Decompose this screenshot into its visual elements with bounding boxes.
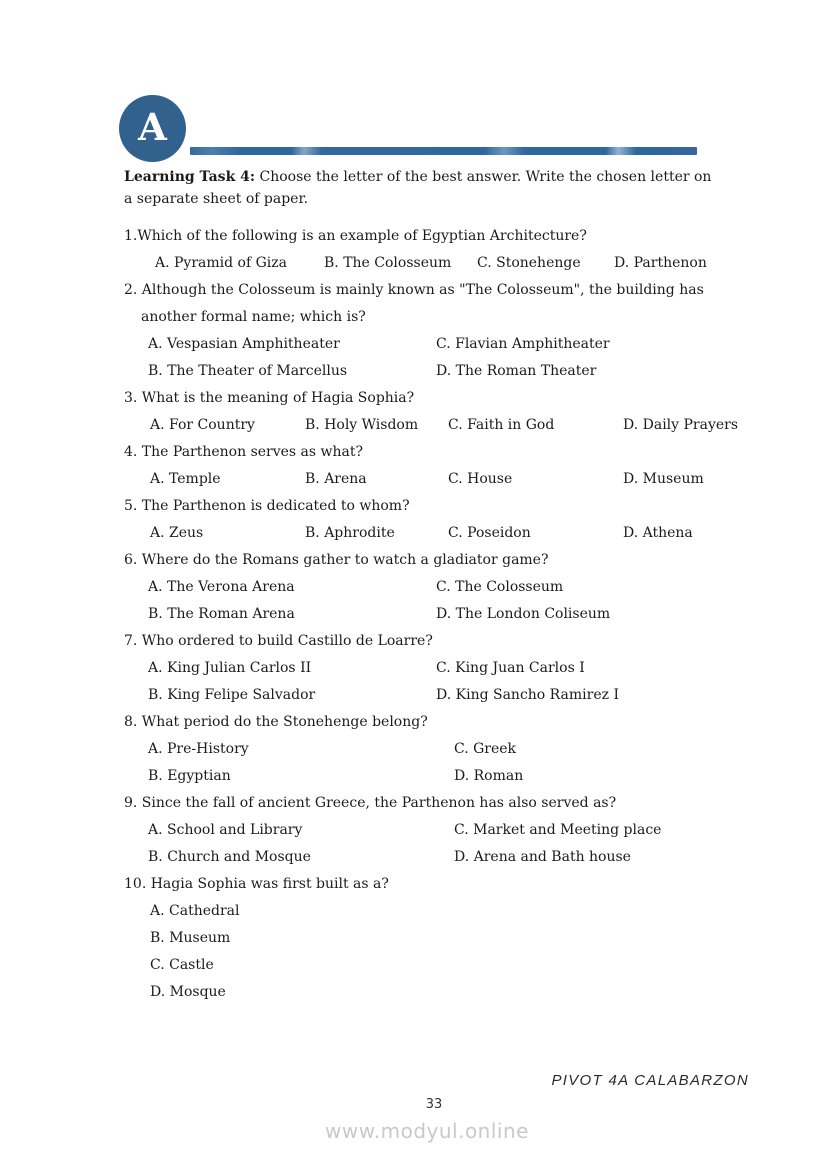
section-badge bbox=[119, 95, 186, 162]
question-options bbox=[124, 817, 754, 871]
option-a: A. Pre-History bbox=[148, 741, 249, 757]
option-b: B. King Felipe Salvador bbox=[148, 687, 316, 703]
option-b: B. Arena bbox=[305, 471, 367, 487]
question-8 bbox=[124, 709, 754, 790]
question-options bbox=[124, 250, 754, 277]
watermark: www.modyul.online bbox=[325, 1119, 529, 1143]
question-text: 10. Hagia Sophia was first built as a? bbox=[124, 876, 389, 892]
option-b: B. Aphrodite bbox=[305, 525, 395, 541]
question-text: 9. Since the fall of ancient Greece, the Parthenon has also served as? bbox=[124, 795, 617, 811]
task-label: Learning Task 4: bbox=[124, 169, 256, 185]
question-4 bbox=[124, 439, 754, 493]
option-c: C. Poseidon bbox=[448, 525, 531, 541]
option-a: A. Temple bbox=[150, 471, 221, 487]
option-d: D. Roman bbox=[454, 768, 524, 784]
option-a: A. Cathedral bbox=[150, 903, 240, 919]
question-7 bbox=[124, 628, 754, 709]
option-c: C. King Juan Carlos I bbox=[436, 660, 585, 676]
question-9 bbox=[124, 790, 754, 871]
questions-list bbox=[124, 223, 754, 1006]
question-options bbox=[124, 331, 754, 385]
option-c: C. Castle bbox=[150, 957, 214, 973]
question-options bbox=[124, 655, 754, 709]
option-c: C. Greek bbox=[454, 741, 517, 757]
question-text: 1.Which of the following is an example of Egyptian Architecture? bbox=[124, 228, 587, 244]
option-c: C. Stonehenge bbox=[477, 255, 581, 271]
question-text: 8. What period do the Stonehenge belong? bbox=[124, 714, 428, 730]
option-d: D. The London Coliseum bbox=[436, 606, 611, 622]
option-d: D. Museum bbox=[623, 471, 704, 487]
footer-brand: PIVOT 4A CALABARZON bbox=[551, 1072, 749, 1089]
option-b: B. Holy Wisdom bbox=[305, 417, 419, 433]
question-2 bbox=[124, 277, 754, 385]
question-options bbox=[124, 520, 754, 547]
option-d: D. Mosque bbox=[150, 984, 226, 1000]
option-b: B. The Roman Arena bbox=[148, 606, 295, 622]
question-text: 2. Although the Colosseum is mainly known as "The Colosseum", the building has another formal name; which is? bbox=[124, 282, 704, 325]
question-3 bbox=[124, 385, 754, 439]
section-badge-letter: A bbox=[138, 105, 167, 149]
option-d: D. Arena and Bath house bbox=[454, 849, 631, 865]
question-6 bbox=[124, 547, 754, 628]
question-text: 6. Where do the Romans gather to watch a gladiator game? bbox=[124, 552, 549, 568]
question-options bbox=[124, 574, 754, 628]
option-c: C. The Colosseum bbox=[436, 579, 564, 595]
option-a: A. King Julian Carlos II bbox=[148, 660, 312, 676]
question-1 bbox=[124, 223, 754, 277]
task-instructions bbox=[124, 166, 752, 210]
option-a: A. The Verona Arena bbox=[148, 579, 295, 595]
option-b: B. The Theater of Marcellus bbox=[148, 363, 348, 379]
option-d: D. Athena bbox=[623, 525, 693, 541]
option-b: B. Church and Mosque bbox=[148, 849, 311, 865]
option-d: D. The Roman Theater bbox=[436, 363, 597, 379]
question-options bbox=[124, 466, 754, 493]
option-c: C. Market and Meeting place bbox=[454, 822, 662, 838]
option-a: A. School and Library bbox=[148, 822, 303, 838]
question-options bbox=[124, 736, 754, 790]
option-a: A. Zeus bbox=[150, 525, 204, 541]
section-divider-line bbox=[190, 147, 697, 155]
question-text: 3. What is the meaning of Hagia Sophia? bbox=[124, 390, 415, 406]
question-text: 7. Who ordered to build Castillo de Loarre? bbox=[124, 633, 433, 649]
option-d: D. King Sancho Ramirez I bbox=[436, 687, 619, 703]
option-d: D. Daily Prayers bbox=[623, 417, 739, 433]
option-a: A. Vespasian Amphitheater bbox=[148, 336, 340, 352]
option-a: A. Pyramid of Giza bbox=[155, 255, 287, 271]
page-number: 33 bbox=[425, 1097, 443, 1112]
question-options bbox=[124, 412, 754, 439]
task-text-line2: a separate sheet of paper. bbox=[124, 191, 309, 207]
option-b: B. Egyptian bbox=[148, 768, 231, 784]
option-c: C. Flavian Amphitheater bbox=[436, 336, 610, 352]
question-5 bbox=[124, 493, 754, 547]
option-b: B. Museum bbox=[150, 930, 231, 946]
option-d: D. Parthenon bbox=[614, 255, 707, 271]
question-10 bbox=[124, 871, 754, 1006]
option-c: C. House bbox=[448, 471, 513, 487]
option-a: A. For Country bbox=[150, 417, 255, 433]
question-text: 4. The Parthenon serves as what? bbox=[124, 444, 364, 460]
question-options bbox=[124, 898, 754, 1006]
question-text: 5. The Parthenon is dedicated to whom? bbox=[124, 498, 410, 514]
option-c: C. Faith in God bbox=[448, 417, 555, 433]
task-text-line1: Choose the letter of the best answer. Write the chosen letter on bbox=[259, 169, 712, 185]
option-b: B. The Colosseum bbox=[324, 255, 452, 271]
